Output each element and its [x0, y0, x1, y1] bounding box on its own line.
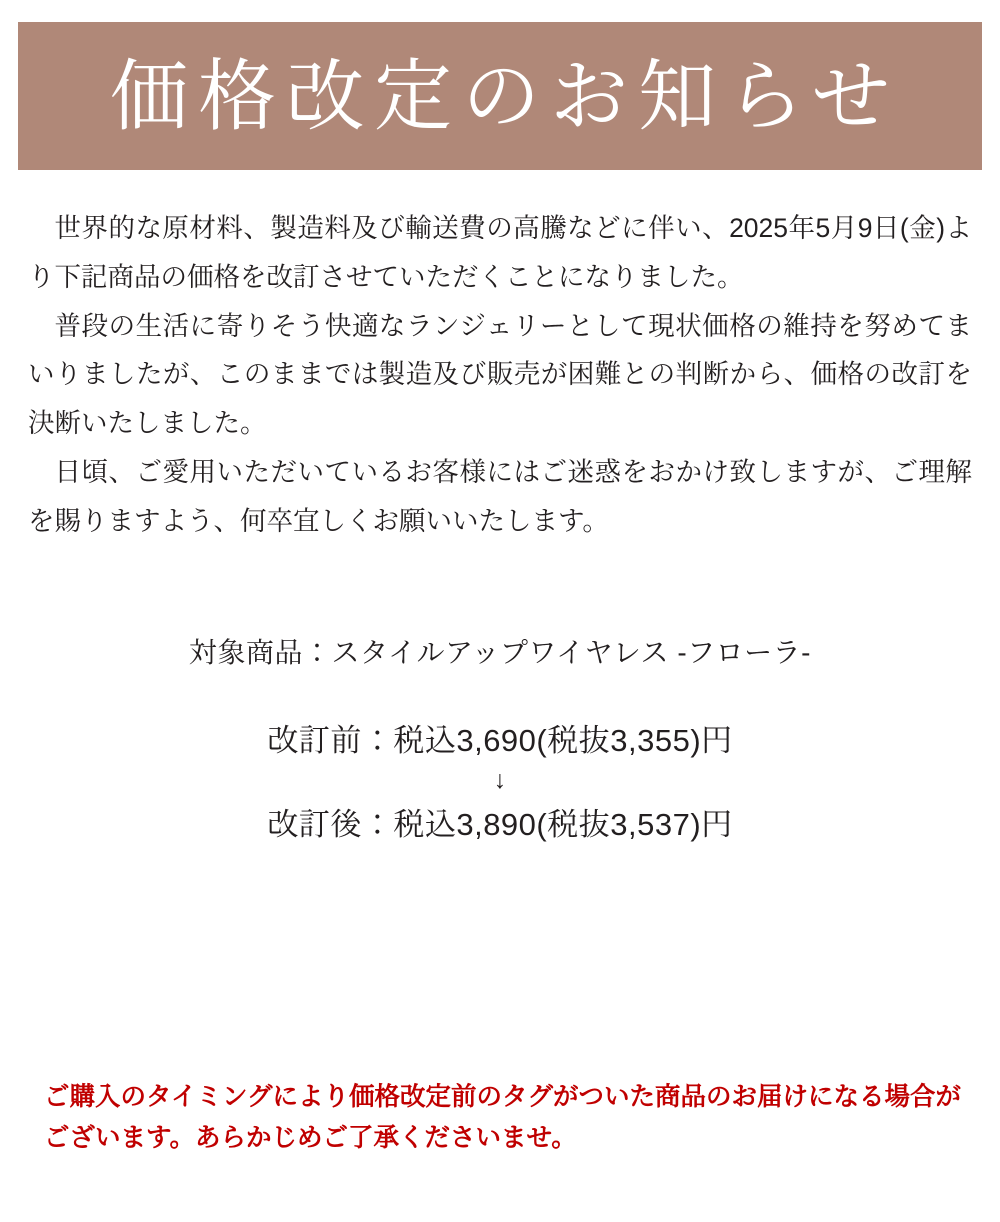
price-change-block — [0, 631, 1000, 844]
body-paragraph-3: 日頃、ご愛用いただいているお客様にはご迷惑をおかけ致しますが、ご理解を賜りますよう、何卒宜しくお願いいたします。 — [28, 456, 972, 536]
notice-block — [44, 1077, 970, 1160]
body-paragraph-1: 世界的な原材料、製造料及び輸送費の高騰などに伴い、2025年5月9日(金)より下記商品の価格を改訂させていただくことになりました。 — [28, 213, 972, 292]
header-banner — [18, 22, 982, 170]
body-copy — [28, 204, 972, 545]
page-title: 価格改定のお知らせ — [110, 52, 900, 140]
down-arrow-icon: ↓ — [493, 766, 507, 795]
target-product-label: 対象商品：スタイルアップワイヤレス -フローラ- — [189, 637, 811, 669]
notice-text: ご購入のタイミングにより価格改定前のタグがついた商品のお届けになる場合がございます。あらかじめご了承くださいませ。 — [44, 1083, 961, 1153]
body-paragraph-2: 普段の生活に寄りそう快適なランジェリーとして現状価格の維持を努めてまいりましたが、このままでは製造及び販売が困難との判断から、価格の改訂を決断いたしました。 — [28, 310, 972, 438]
price-after: 改訂後：税込3,890(税抜3,537)円 — [267, 806, 733, 842]
announcement-page — [0, 22, 1000, 1222]
price-before: 改訂前：税込3,690(税抜3,355)円 — [267, 723, 733, 759]
